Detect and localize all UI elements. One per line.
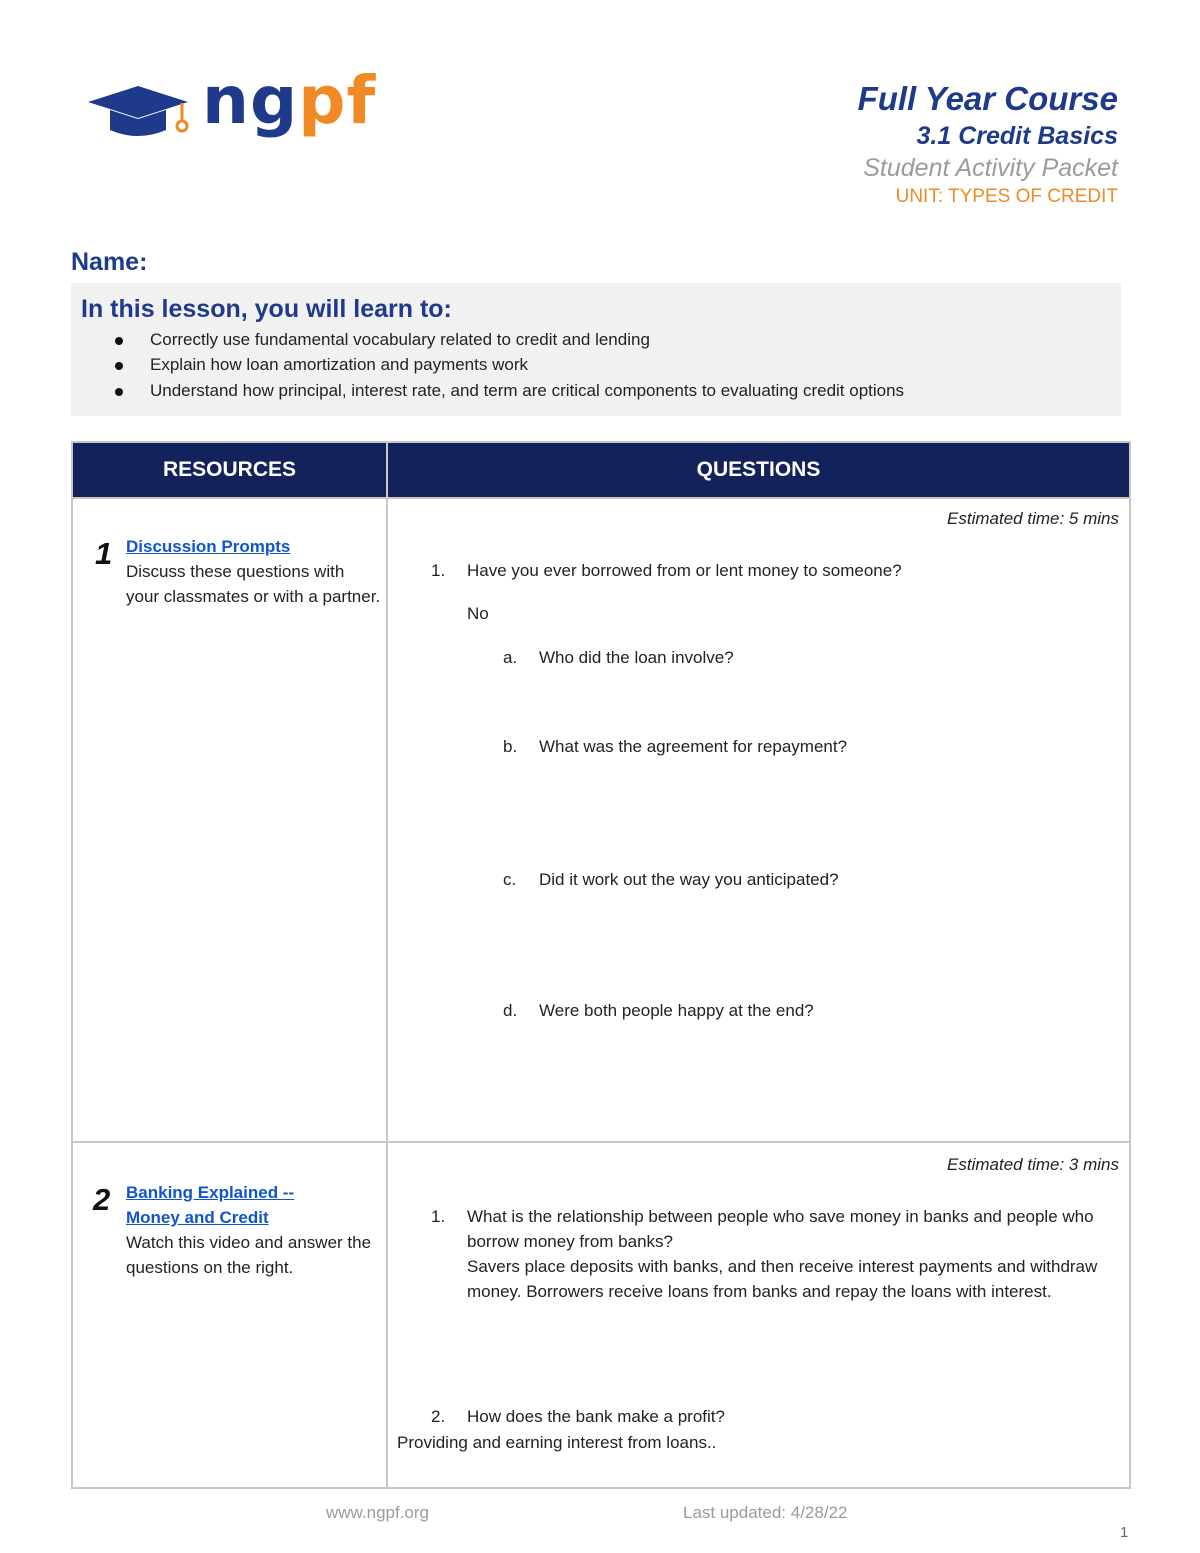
resources-header: RESOURCES — [73, 443, 386, 497]
bullet-icon — [115, 337, 123, 345]
logo-wordmark: ngpf — [202, 62, 377, 139]
page-number: 1 — [1120, 1524, 1129, 1541]
objectives-heading: In this lesson, you will learn to: — [81, 295, 452, 323]
objectives-box: In this lesson, you will learn to: Correctly use fundamental vocabulary related to credit and lending Explain how loan amortization and payments work Understand how principal, interest rate, and term are critical components to evaluating credit options — [71, 283, 1121, 416]
lesson-title: 3.1 Credit Basics — [916, 122, 1118, 150]
questions-header: QUESTIONS — [388, 443, 1129, 497]
graduation-cap-icon — [86, 78, 196, 158]
resource-description: Watch this video and answer the questions on the right. — [126, 1233, 372, 1277]
course-title: Full Year Course — [857, 80, 1118, 117]
footer-url[interactable]: www.ngpf.org — [326, 1503, 429, 1522]
discussion-prompts-link[interactable]: Discussion Prompts — [126, 537, 291, 556]
bullet-icon — [115, 388, 123, 396]
ngpf-logo — [86, 62, 377, 160]
question-item: 1. What is the relationship between people who save money in banks and people who borrow money from banks? — [431, 1207, 1094, 1251]
column-divider — [386, 443, 388, 1487]
answer-text: No — [467, 604, 489, 623]
packet-title: Student Activity Packet — [863, 154, 1118, 182]
header-divider — [73, 497, 1129, 499]
unit-label: UNIT: TYPES OF CREDIT — [895, 186, 1118, 207]
estimated-time: Estimated time: 5 mins — [947, 509, 1119, 528]
last-updated: Last updated: 4/28/22 — [683, 1503, 848, 1522]
bullet-icon — [115, 362, 123, 370]
resource-description: Discuss these questions with your classmates or with a partner. — [126, 562, 381, 606]
answer-text: Savers place deposits with banks, and then receive interest payments and withdraw money. Borrowers receive loans from banks and repay the loans with interest. — [467, 1257, 1098, 1301]
step-number: 1 — [95, 536, 113, 571]
estimated-time: Estimated time: 3 mins — [947, 1155, 1119, 1174]
banking-explained-link[interactable]: Banking Explained -- Money and Credit — [126, 1183, 295, 1227]
answer-text: Providing and earning interest from loans.. — [397, 1433, 717, 1452]
name-label: Name: — [71, 248, 148, 276]
activity-table: RESOURCES QUESTIONS 1 Discussion Prompts Discuss these questions with your classmates or with a partner. Estimated time: 5 mins 1. Have you ever borrowed from or lent money to someone? No a. Who did the loan involve? b. What was the agreement for repayment? c. Did it work out the way you anticipated? d. Were both people happy at the end? 2 Banking Explained -- Money and Credit Watch this video and answer the questions on the right. Estimated time: 3 mins 1. What is the relationship between people who save money in banks and people who borrow money from banks? Savers place deposits with banks, and then receive interest payments and withdraw money. Borrowers receive loans from banks and repay the loans with interest. 2. How does the bank make a profit? Providing and earning interest from loans.. — [71, 441, 1131, 1489]
row-divider — [73, 1141, 1129, 1143]
step-number: 2 — [93, 1182, 111, 1217]
